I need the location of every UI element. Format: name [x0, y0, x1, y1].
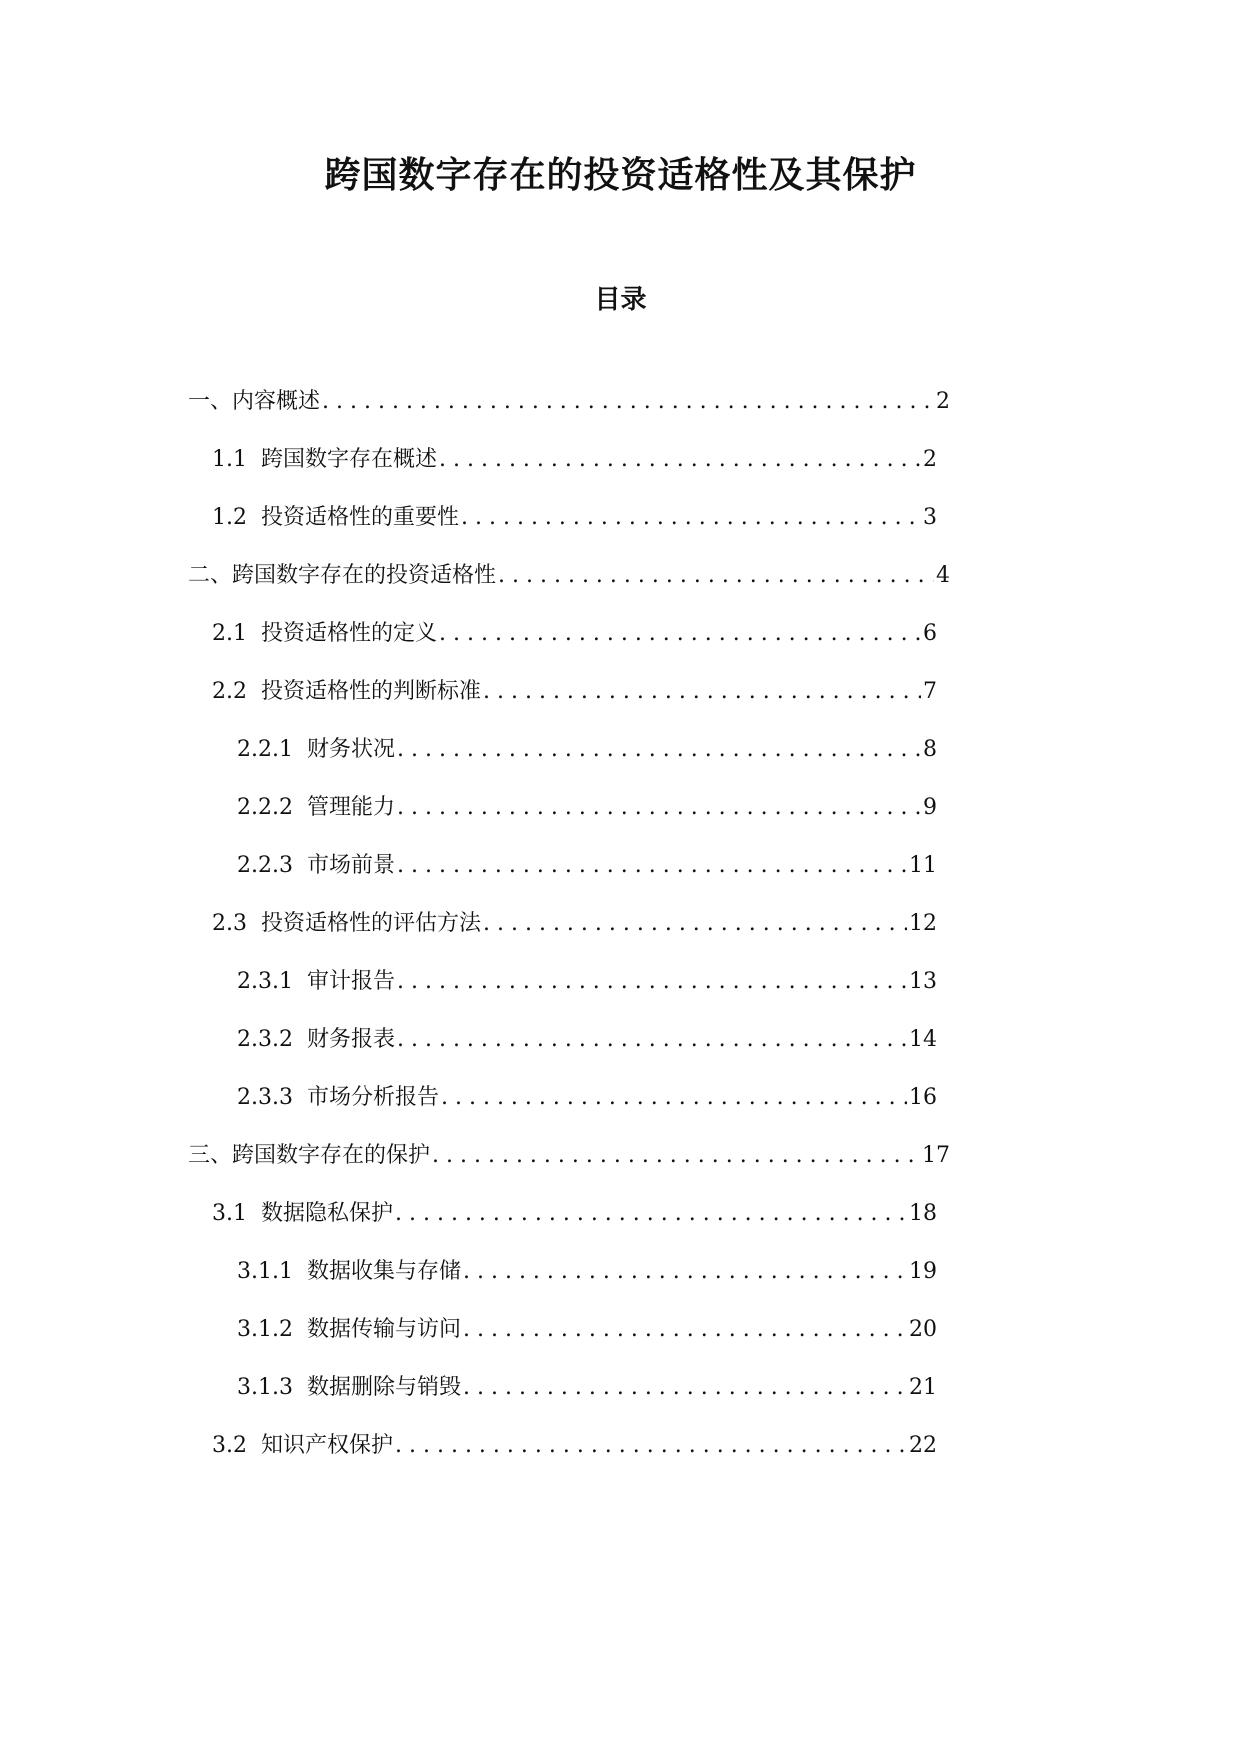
- toc-entry[interactable]: [237, 1368, 937, 1408]
- toc-entry-page-number: 13: [909, 969, 937, 994]
- toc-entry-number: 3.1: [212, 1201, 247, 1226]
- toc-entry-page-number: 17: [922, 1143, 950, 1168]
- toc-entry-label: 数据隐私保护: [261, 1201, 394, 1226]
- toc-heading: 目录: [594, 285, 647, 315]
- toc-entry-page-number: 14: [909, 1027, 937, 1052]
- toc-entry-number: 二、: [188, 563, 233, 588]
- toc-leader-dots: [432, 1136, 920, 1176]
- toc-entry-page-number: 8: [923, 737, 937, 762]
- toc-entry-label: 财务报表: [306, 1027, 395, 1052]
- toc-entry-label: 跨国数字存在的保护: [232, 1143, 431, 1168]
- toc-entry[interactable]: [237, 788, 937, 828]
- toc-entry[interactable]: [212, 440, 937, 480]
- toc-entry-label: 数据传输与访问: [306, 1317, 461, 1342]
- toc-entry[interactable]: [237, 846, 937, 886]
- toc-leader-dots: [439, 440, 921, 480]
- toc-entry[interactable]: [188, 1136, 950, 1176]
- toc-entry-page-number: 3: [923, 505, 937, 530]
- toc-entry-label: 跨国数字存在概述: [261, 447, 438, 472]
- toc-entry-number: 2.1: [212, 621, 247, 646]
- toc-entry-page-number: 6: [923, 621, 937, 646]
- toc-leader-dots: [463, 1368, 907, 1408]
- toc-entry-number: 三、: [188, 1143, 233, 1168]
- toc-leader-dots: [439, 614, 921, 654]
- toc-entry-number: 2.3.1: [237, 969, 293, 994]
- toc-entry-page-number: 12: [909, 911, 937, 936]
- toc-leader-dots: [463, 1252, 907, 1292]
- toc-entry-number: 3.1.3: [237, 1375, 293, 1400]
- toc-entry-page-number: 11: [909, 853, 937, 878]
- toc-entry-label: 数据删除与销毁: [306, 1375, 461, 1400]
- toc-leader-dots: [397, 846, 907, 886]
- toc-leader-dots: [395, 1194, 907, 1234]
- toc-leader-dots: [397, 962, 907, 1002]
- toc-entry-label: 数据收集与存储: [306, 1259, 461, 1284]
- toc-entry-label: 跨国数字存在的投资适格性: [232, 563, 497, 588]
- toc-entry-label: 投资适格性的评估方法: [261, 911, 482, 936]
- toc-entry-number: 1.2: [212, 505, 247, 530]
- toc-leader-dots: [498, 556, 934, 596]
- document-title: 跨国数字存在的投资适格性及其保护: [324, 154, 917, 196]
- toc-entry-label: 管理能力: [306, 795, 395, 820]
- toc-entry-number: 2.3.2: [237, 1027, 293, 1052]
- toc-entry-page-number: 18: [909, 1201, 937, 1226]
- toc-entry-page-number: 19: [909, 1259, 937, 1284]
- toc-entry-number: 3.2: [212, 1433, 247, 1458]
- toc-leader-dots: [397, 788, 921, 828]
- toc-leader-dots: [441, 1078, 907, 1118]
- toc-entry-label: 内容概述: [232, 389, 321, 414]
- toc-leader-dots: [461, 498, 921, 538]
- toc-entry[interactable]: [237, 730, 937, 770]
- toc-entry-page-number: 2: [923, 447, 937, 472]
- toc-entry[interactable]: [212, 1426, 937, 1466]
- toc-entry-page-number: 2: [936, 389, 950, 414]
- toc-entry[interactable]: [212, 1194, 937, 1234]
- toc-entry[interactable]: [237, 1020, 937, 1060]
- toc-entry-label: 市场分析报告: [306, 1085, 439, 1110]
- toc-leader-dots: [397, 1020, 907, 1060]
- toc-entry-number: 2.2: [212, 679, 247, 704]
- toc-entry[interactable]: [237, 1252, 937, 1292]
- toc-entry-page-number: 22: [909, 1433, 937, 1458]
- toc-entry[interactable]: [212, 904, 937, 944]
- toc-entry[interactable]: [212, 672, 937, 712]
- toc-entry-number: 一、: [188, 389, 233, 414]
- toc-entry-number: 2.3.3: [237, 1085, 293, 1110]
- toc-entry-page-number: 21: [909, 1375, 937, 1400]
- toc-entry-page-number: 16: [909, 1085, 937, 1110]
- toc-leader-dots: [322, 382, 934, 422]
- toc-leader-dots: [483, 904, 907, 944]
- toc-entry-number: 1.1: [212, 447, 247, 472]
- toc-entry-page-number: 9: [923, 795, 937, 820]
- toc-leader-dots: [483, 672, 921, 712]
- toc-entry-label: 知识产权保护: [261, 1433, 394, 1458]
- toc-entry-label: 投资适格性的判断标准: [261, 679, 482, 704]
- toc-entry-page-number: 4: [936, 563, 950, 588]
- toc-entry[interactable]: [188, 382, 950, 422]
- toc-entry-number: 2.3: [212, 911, 247, 936]
- toc-entry-page-number: 7: [923, 679, 937, 704]
- toc-entry[interactable]: [237, 1310, 937, 1350]
- toc-entry-label: 投资适格性的定义: [261, 621, 438, 646]
- toc-entry-number: 3.1.1: [237, 1259, 293, 1284]
- toc-leader-dots: [463, 1310, 907, 1350]
- toc-entry[interactable]: [212, 498, 937, 538]
- toc-entry-label: 市场前景: [306, 853, 395, 878]
- toc-leader-dots: [395, 1426, 907, 1466]
- toc-entry-number: 2.2.3: [237, 853, 293, 878]
- toc-entry-label: 投资适格性的重要性: [261, 505, 460, 530]
- toc-entry[interactable]: [212, 614, 937, 654]
- toc-entry[interactable]: [188, 556, 950, 596]
- toc-entry[interactable]: [237, 962, 937, 1002]
- toc-entry-page-number: 20: [909, 1317, 937, 1342]
- toc-entry-label: 审计报告: [306, 969, 395, 994]
- toc-entry-label: 财务状况: [306, 737, 395, 762]
- toc-entry-number: 3.1.2: [237, 1317, 293, 1342]
- toc-entry[interactable]: [237, 1078, 937, 1118]
- toc-entry-number: 2.2.1: [237, 737, 293, 762]
- toc-leader-dots: [397, 730, 921, 770]
- toc-entry-number: 2.2.2: [237, 795, 293, 820]
